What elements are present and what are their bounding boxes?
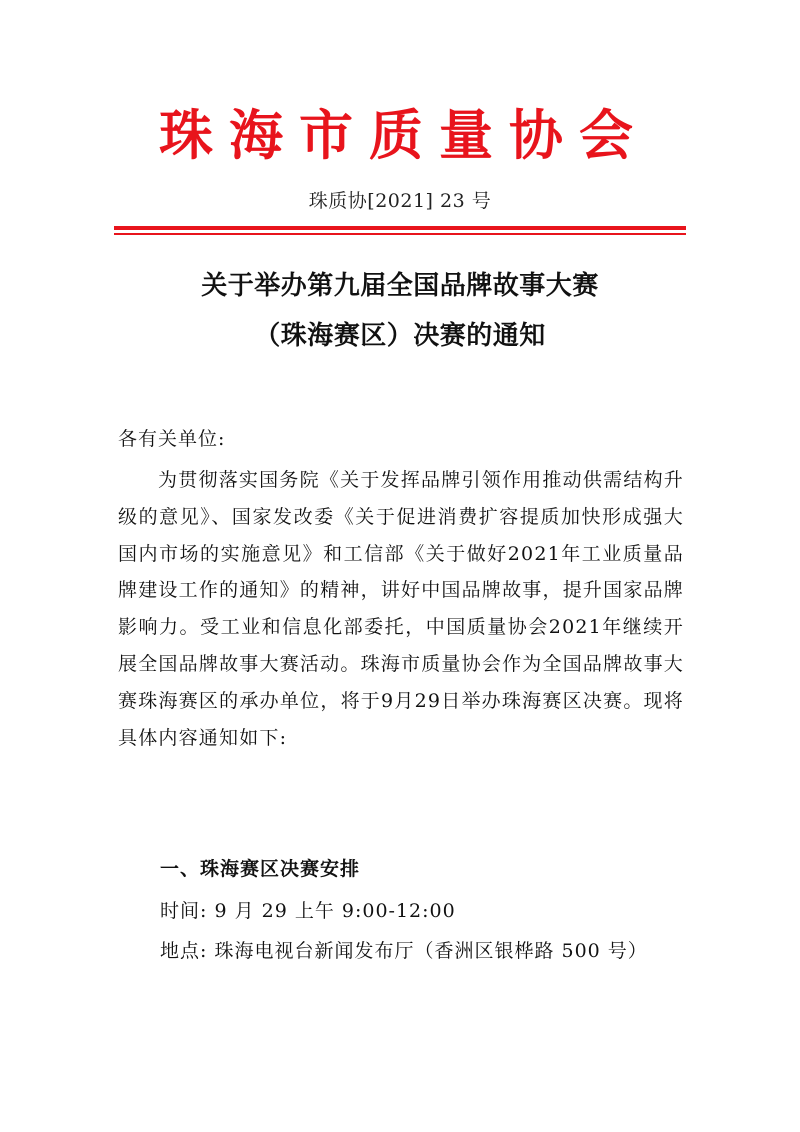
document-number: 珠质协[2021] 23 号: [308, 190, 492, 212]
event-time: 时间: 9 月 29 上午 9:00-12:00: [160, 900, 456, 922]
document-title-line-2: （珠海赛区）决赛的通知: [254, 321, 546, 351]
section-heading: 一、珠海赛区决赛安排: [160, 858, 361, 880]
document-title-line-1: 关于举办第九届全国品牌故事大赛: [201, 271, 599, 301]
header-divider-thin: [114, 233, 686, 235]
header-divider-thick: [114, 226, 686, 230]
organization-header: 珠海市质量协会: [159, 103, 649, 167]
salutation: 各有关单位:: [118, 428, 226, 450]
event-location: 地点: 珠海电视台新闻发布厅（香洲区银桦路 500 号）: [160, 940, 648, 962]
body-paragraph: 为贯彻落实国务院《关于发挥品牌引领作用推动供需结构升级的意见》、国家发改委《关于促进消费扩容提质加快形成强大国内市场的实施意见》和工信部《关于做好2021年工业质量品牌建设工作的通知》的精神，讲好中国品牌故事，提升国家品牌影响力。受工业和信息化部委托，中国质量协会2021年继续开展全国品牌故事大赛活动。珠海市质量协会作为全国品牌故事大赛珠海赛区的承办单位，将于9月29日举办珠海赛区决赛。现将具体内容通知如下:: [118, 469, 684, 749]
